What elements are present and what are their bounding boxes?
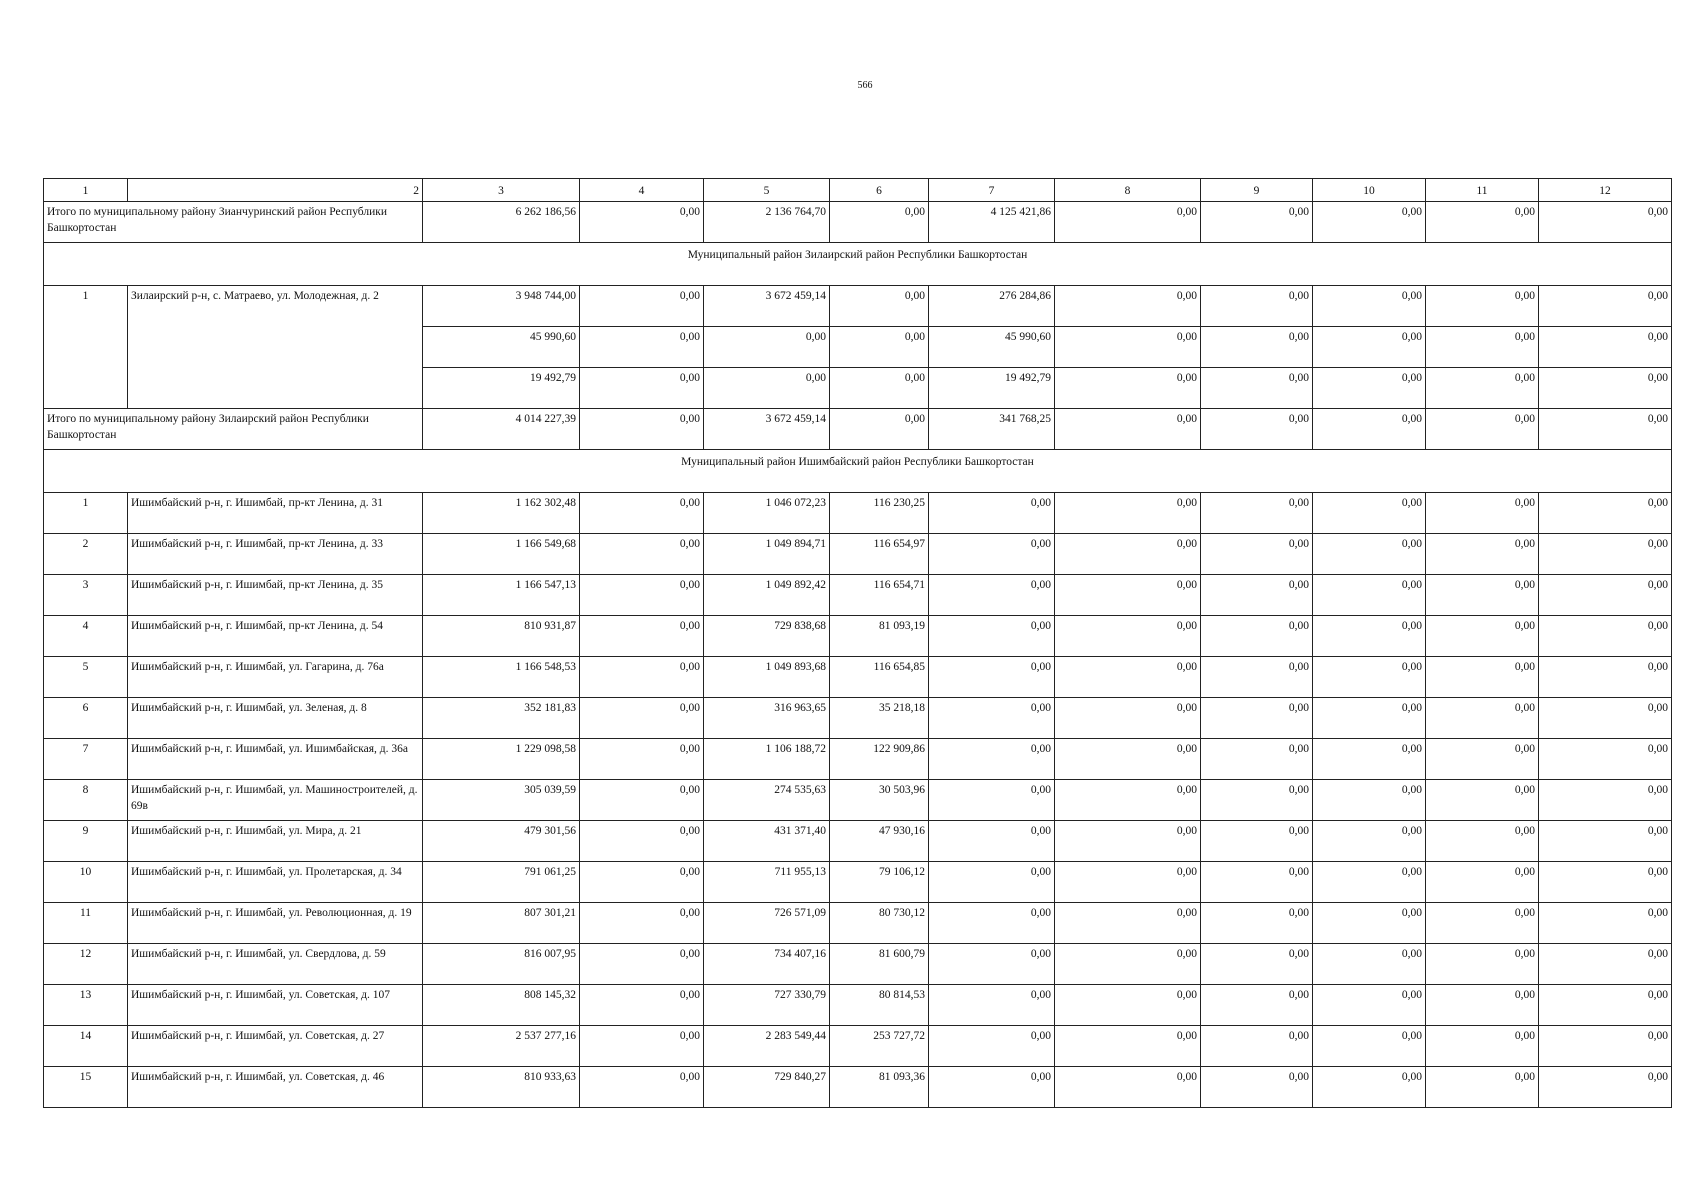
section-title: Муниципальный район Ишимбайский район Республики Башкортостан xyxy=(44,450,1672,493)
value-cell: 0,00 xyxy=(1313,821,1426,862)
value-cell: 3 948 744,00 xyxy=(423,286,580,327)
value-cell: 0,00 xyxy=(1201,780,1313,821)
value-cell: 0,00 xyxy=(1201,657,1313,698)
value-cell: 0,00 xyxy=(929,534,1055,575)
row-index: 2 xyxy=(44,534,128,575)
value-cell: 0,00 xyxy=(1313,493,1426,534)
value-cell: 3 672 459,14 xyxy=(704,286,830,327)
value-cell: 0,00 xyxy=(1426,780,1539,821)
value-cell: 0,00 xyxy=(1313,985,1426,1026)
value-cell: 0,00 xyxy=(1201,327,1313,368)
row-index: 1 xyxy=(44,493,128,534)
row-index: 10 xyxy=(44,862,128,903)
row-address: Ишимбайский р-н, г. Ишимбай, пр-кт Ленина, д. 35 xyxy=(128,575,423,616)
value-cell: 116 654,71 xyxy=(830,575,929,616)
value-cell: 0,00 xyxy=(580,534,704,575)
value-cell: 0,00 xyxy=(1313,1067,1426,1108)
value-cell: 0,00 xyxy=(1201,368,1313,409)
value-cell: 0,00 xyxy=(1426,534,1539,575)
value-cell: 30 503,96 xyxy=(830,780,929,821)
value-cell: 0,00 xyxy=(929,575,1055,616)
value-cell: 0,00 xyxy=(1313,862,1426,903)
column-header: 2 xyxy=(128,179,423,202)
page-number: 566 xyxy=(857,80,873,91)
column-header: 5 xyxy=(704,179,830,202)
value-cell: 1 166 548,53 xyxy=(423,657,580,698)
value-cell: 0,00 xyxy=(929,616,1055,657)
value-cell: 0,00 xyxy=(1055,821,1201,862)
value-cell: 0,00 xyxy=(929,698,1055,739)
value-cell: 0,00 xyxy=(1539,903,1672,944)
table-row xyxy=(44,903,1672,944)
value-cell: 0,00 xyxy=(704,368,830,409)
value-cell: 1 106 188,72 xyxy=(704,739,830,780)
value-cell: 0,00 xyxy=(1426,327,1539,368)
value-cell: 0,00 xyxy=(1201,944,1313,985)
value-cell: 0,00 xyxy=(830,368,929,409)
row-address: Ишимбайский р-н, г. Ишимбай, ул. Мира, д. 21 xyxy=(128,821,423,862)
table-row xyxy=(44,780,1672,821)
section-title-row xyxy=(44,243,1672,286)
value-cell: 1 049 892,42 xyxy=(704,575,830,616)
value-cell: 0,00 xyxy=(1055,616,1201,657)
value-cell: 0,00 xyxy=(704,327,830,368)
table-row xyxy=(44,821,1672,862)
row-index: 1 xyxy=(44,286,128,409)
value-cell: 479 301,56 xyxy=(423,821,580,862)
value-cell: 0,00 xyxy=(1539,616,1672,657)
value-cell: 0,00 xyxy=(1426,286,1539,327)
value-cell: 727 330,79 xyxy=(704,985,830,1026)
value-cell: 0,00 xyxy=(1313,739,1426,780)
value-cell: 0,00 xyxy=(1055,575,1201,616)
value-cell: 0,00 xyxy=(1426,944,1539,985)
value-cell: 0,00 xyxy=(1055,368,1201,409)
value-cell: 80 814,53 xyxy=(830,985,929,1026)
value-cell: 6 262 186,56 xyxy=(423,202,580,243)
value-cell: 0,00 xyxy=(830,286,929,327)
value-cell: 0,00 xyxy=(929,985,1055,1026)
value-cell: 0,00 xyxy=(580,985,704,1026)
value-cell: 0,00 xyxy=(929,821,1055,862)
value-cell: 0,00 xyxy=(1539,534,1672,575)
value-cell: 0,00 xyxy=(1201,821,1313,862)
value-cell: 0,00 xyxy=(580,821,704,862)
value-cell: 0,00 xyxy=(1201,616,1313,657)
value-cell: 0,00 xyxy=(1426,903,1539,944)
value-cell: 0,00 xyxy=(830,409,929,450)
value-cell: 0,00 xyxy=(1313,944,1426,985)
value-cell: 1 046 072,23 xyxy=(704,493,830,534)
value-cell: 0,00 xyxy=(1201,698,1313,739)
value-cell: 0,00 xyxy=(929,780,1055,821)
total-label: Итого по муниципальному району Зилаирский район Республики Башкортостан xyxy=(44,409,423,450)
value-cell: 4 125 421,86 xyxy=(929,202,1055,243)
column-header: 11 xyxy=(1426,179,1539,202)
value-cell: 0,00 xyxy=(929,862,1055,903)
value-cell: 0,00 xyxy=(580,739,704,780)
row-address: Зилаирский р-н, с. Матраево, ул. Молодежная, д. 2 xyxy=(128,286,423,409)
value-cell: 0,00 xyxy=(929,739,1055,780)
value-cell: 0,00 xyxy=(1426,616,1539,657)
value-cell: 0,00 xyxy=(1539,327,1672,368)
value-cell: 431 371,40 xyxy=(704,821,830,862)
value-cell: 0,00 xyxy=(580,286,704,327)
row-address: Ишимбайский р-н, г. Ишимбай, пр-кт Ленина, д. 54 xyxy=(128,616,423,657)
column-header: 9 xyxy=(1201,179,1313,202)
value-cell: 0,00 xyxy=(1426,698,1539,739)
value-cell: 0,00 xyxy=(1055,657,1201,698)
column-header: 7 xyxy=(929,179,1055,202)
row-address: Ишимбайский р-н, г. Ишимбай, ул. Ишимбайская, д. 36а xyxy=(128,739,423,780)
table-row xyxy=(44,575,1672,616)
row-address: Ишимбайский р-н, г. Ишимбай, ул. Зеленая, д. 8 xyxy=(128,698,423,739)
row-address: Ишимбайский р-н, г. Ишимбай, ул. Советская, д. 107 xyxy=(128,985,423,1026)
row-address: Ишимбайский р-н, г. Ишимбай, пр-кт Ленина, д. 33 xyxy=(128,534,423,575)
table-row xyxy=(44,1067,1672,1108)
value-cell: 0,00 xyxy=(1313,286,1426,327)
value-cell: 0,00 xyxy=(1055,862,1201,903)
value-cell: 734 407,16 xyxy=(704,944,830,985)
value-cell: 122 909,86 xyxy=(830,739,929,780)
value-cell: 0,00 xyxy=(830,327,929,368)
value-cell: 0,00 xyxy=(1313,202,1426,243)
column-header: 3 xyxy=(423,179,580,202)
value-cell: 0,00 xyxy=(1426,657,1539,698)
value-cell: 0,00 xyxy=(580,657,704,698)
value-cell: 341 768,25 xyxy=(929,409,1055,450)
value-cell: 0,00 xyxy=(1313,780,1426,821)
value-cell: 0,00 xyxy=(1539,409,1672,450)
value-cell: 810 931,87 xyxy=(423,616,580,657)
value-cell: 4 014 227,39 xyxy=(423,409,580,450)
value-cell: 0,00 xyxy=(1426,409,1539,450)
row-index: 8 xyxy=(44,780,128,821)
value-cell: 0,00 xyxy=(1201,739,1313,780)
value-cell: 0,00 xyxy=(1201,1026,1313,1067)
row-address: Ишимбайский р-н, г. Ишимбай, ул. Свердлова, д. 59 xyxy=(128,944,423,985)
value-cell: 0,00 xyxy=(580,616,704,657)
value-cell: 729 840,27 xyxy=(704,1067,830,1108)
row-index: 12 xyxy=(44,944,128,985)
value-cell: 79 106,12 xyxy=(830,862,929,903)
value-cell: 0,00 xyxy=(1539,657,1672,698)
value-cell: 0,00 xyxy=(929,1026,1055,1067)
total-label: Итого по муниципальному району Зианчуринский район Республики Башкортостан xyxy=(44,202,423,243)
value-cell: 0,00 xyxy=(1055,534,1201,575)
value-cell: 0,00 xyxy=(580,409,704,450)
value-cell: 81 093,19 xyxy=(830,616,929,657)
row-index: 4 xyxy=(44,616,128,657)
row-address: Ишимбайский р-н, г. Ишимбай, ул. Машиностроителей, д. 69в xyxy=(128,780,423,821)
value-cell: 0,00 xyxy=(1539,368,1672,409)
column-header: 10 xyxy=(1313,179,1426,202)
section-title: Муниципальный район Зилаирский район Республики Башкортостан xyxy=(44,243,1672,286)
value-cell: 0,00 xyxy=(1426,368,1539,409)
value-cell: 711 955,13 xyxy=(704,862,830,903)
value-cell: 2 283 549,44 xyxy=(704,1026,830,1067)
value-cell: 0,00 xyxy=(580,698,704,739)
value-cell: 0,00 xyxy=(1313,1026,1426,1067)
value-cell: 19 492,79 xyxy=(423,368,580,409)
value-cell: 0,00 xyxy=(1539,780,1672,821)
value-cell: 0,00 xyxy=(1201,985,1313,1026)
value-cell: 0,00 xyxy=(1055,780,1201,821)
total-row xyxy=(44,202,1672,243)
value-cell: 0,00 xyxy=(1055,739,1201,780)
value-cell: 729 838,68 xyxy=(704,616,830,657)
value-cell: 116 654,85 xyxy=(830,657,929,698)
value-cell: 0,00 xyxy=(1539,1026,1672,1067)
value-cell: 0,00 xyxy=(1201,493,1313,534)
value-cell: 0,00 xyxy=(580,1026,704,1067)
value-cell: 2 136 764,70 xyxy=(704,202,830,243)
value-cell: 0,00 xyxy=(929,1067,1055,1108)
value-cell: 0,00 xyxy=(580,368,704,409)
value-cell: 0,00 xyxy=(1539,493,1672,534)
value-cell: 316 963,65 xyxy=(704,698,830,739)
row-index: 3 xyxy=(44,575,128,616)
row-index: 11 xyxy=(44,903,128,944)
value-cell: 0,00 xyxy=(1539,862,1672,903)
row-index: 7 xyxy=(44,739,128,780)
value-cell: 2 537 277,16 xyxy=(423,1026,580,1067)
value-cell: 3 672 459,14 xyxy=(704,409,830,450)
row-address: Ишимбайский р-н, г. Ишимбай, ул. Гагарина, д. 76а xyxy=(128,657,423,698)
value-cell: 1 166 547,13 xyxy=(423,575,580,616)
value-cell: 0,00 xyxy=(1539,202,1672,243)
value-cell: 0,00 xyxy=(929,657,1055,698)
table-row xyxy=(44,944,1672,985)
value-cell: 0,00 xyxy=(830,202,929,243)
value-cell: 0,00 xyxy=(1201,286,1313,327)
value-cell: 0,00 xyxy=(1055,202,1201,243)
row-index: 6 xyxy=(44,698,128,739)
table-row xyxy=(44,698,1672,739)
value-cell: 0,00 xyxy=(1055,1067,1201,1108)
table-row xyxy=(44,534,1672,575)
value-cell: 0,00 xyxy=(1201,862,1313,903)
value-cell: 0,00 xyxy=(580,780,704,821)
value-cell: 0,00 xyxy=(1539,575,1672,616)
value-cell: 0,00 xyxy=(1426,1067,1539,1108)
row-index: 5 xyxy=(44,657,128,698)
row-index: 13 xyxy=(44,985,128,1026)
table-row xyxy=(44,862,1672,903)
value-cell: 0,00 xyxy=(1539,739,1672,780)
value-cell: 0,00 xyxy=(1313,368,1426,409)
value-cell: 0,00 xyxy=(580,202,704,243)
value-cell: 0,00 xyxy=(1201,903,1313,944)
value-cell: 0,00 xyxy=(1313,575,1426,616)
value-cell: 0,00 xyxy=(1055,286,1201,327)
value-cell: 1 229 098,58 xyxy=(423,739,580,780)
value-cell: 45 990,60 xyxy=(423,327,580,368)
value-cell: 0,00 xyxy=(1313,409,1426,450)
value-cell: 0,00 xyxy=(580,1067,704,1108)
value-cell: 1 166 549,68 xyxy=(423,534,580,575)
value-cell: 0,00 xyxy=(1539,985,1672,1026)
row-address: Ишимбайский р-н, г. Ишимбай, пр-кт Ленина, д. 31 xyxy=(128,493,423,534)
value-cell: 0,00 xyxy=(929,903,1055,944)
data-table xyxy=(43,178,1672,1108)
value-cell: 0,00 xyxy=(580,493,704,534)
column-header: 6 xyxy=(830,179,929,202)
value-cell: 0,00 xyxy=(1201,534,1313,575)
value-cell: 253 727,72 xyxy=(830,1026,929,1067)
header-row xyxy=(44,179,1672,202)
value-cell: 0,00 xyxy=(1313,903,1426,944)
value-cell: 0,00 xyxy=(580,862,704,903)
column-header: 4 xyxy=(580,179,704,202)
value-cell: 0,00 xyxy=(1426,575,1539,616)
section-title-row xyxy=(44,450,1672,493)
value-cell: 726 571,09 xyxy=(704,903,830,944)
value-cell: 1 049 893,68 xyxy=(704,657,830,698)
value-cell: 0,00 xyxy=(1055,409,1201,450)
value-cell: 1 049 894,71 xyxy=(704,534,830,575)
value-cell: 0,00 xyxy=(1539,821,1672,862)
column-header: 1 xyxy=(44,179,128,202)
row-address: Ишимбайский р-н, г. Ишимбай, ул. Революционная, д. 19 xyxy=(128,903,423,944)
value-cell: 816 007,95 xyxy=(423,944,580,985)
value-cell: 81 600,79 xyxy=(830,944,929,985)
column-header: 8 xyxy=(1055,179,1201,202)
value-cell: 0,00 xyxy=(1313,657,1426,698)
value-cell: 0,00 xyxy=(1426,493,1539,534)
value-cell: 0,00 xyxy=(1055,327,1201,368)
value-cell: 810 933,63 xyxy=(423,1067,580,1108)
row-address: Ишимбайский р-н, г. Ишимбай, ул. Пролетарская, д. 34 xyxy=(128,862,423,903)
value-cell: 1 162 302,48 xyxy=(423,493,580,534)
value-cell: 116 654,97 xyxy=(830,534,929,575)
value-cell: 0,00 xyxy=(580,575,704,616)
value-cell: 0,00 xyxy=(580,903,704,944)
value-cell: 0,00 xyxy=(580,327,704,368)
value-cell: 0,00 xyxy=(1539,1067,1672,1108)
table-row xyxy=(44,286,1672,327)
value-cell: 0,00 xyxy=(1313,534,1426,575)
column-header: 12 xyxy=(1539,179,1672,202)
value-cell: 0,00 xyxy=(1055,1026,1201,1067)
value-cell: 0,00 xyxy=(1539,286,1672,327)
value-cell: 0,00 xyxy=(1055,903,1201,944)
table-row xyxy=(44,493,1672,534)
value-cell: 0,00 xyxy=(1426,202,1539,243)
value-cell: 0,00 xyxy=(1055,493,1201,534)
value-cell: 0,00 xyxy=(1055,944,1201,985)
table-row xyxy=(44,1026,1672,1067)
total-row xyxy=(44,409,1672,450)
value-cell: 807 301,21 xyxy=(423,903,580,944)
value-cell: 0,00 xyxy=(580,944,704,985)
row-address: Ишимбайский р-н, г. Ишимбай, ул. Советская, д. 27 xyxy=(128,1026,423,1067)
value-cell: 305 039,59 xyxy=(423,780,580,821)
row-index: 9 xyxy=(44,821,128,862)
value-cell: 0,00 xyxy=(1426,821,1539,862)
table-row xyxy=(44,985,1672,1026)
table-row xyxy=(44,739,1672,780)
value-cell: 0,00 xyxy=(1313,616,1426,657)
value-cell: 81 093,36 xyxy=(830,1067,929,1108)
value-cell: 276 284,86 xyxy=(929,286,1055,327)
value-cell: 0,00 xyxy=(1201,409,1313,450)
value-cell: 0,00 xyxy=(1055,985,1201,1026)
value-cell: 352 181,83 xyxy=(423,698,580,739)
value-cell: 0,00 xyxy=(929,493,1055,534)
value-cell: 0,00 xyxy=(1313,698,1426,739)
value-cell: 808 145,32 xyxy=(423,985,580,1026)
row-address: Ишимбайский р-н, г. Ишимбай, ул. Советская, д. 46 xyxy=(128,1067,423,1108)
value-cell: 45 990,60 xyxy=(929,327,1055,368)
value-cell: 0,00 xyxy=(1426,739,1539,780)
value-cell: 0,00 xyxy=(1055,698,1201,739)
value-cell: 116 230,25 xyxy=(830,493,929,534)
value-cell: 0,00 xyxy=(929,944,1055,985)
value-cell: 0,00 xyxy=(1426,862,1539,903)
value-cell: 80 730,12 xyxy=(830,903,929,944)
row-index: 15 xyxy=(44,1067,128,1108)
value-cell: 0,00 xyxy=(1313,327,1426,368)
value-cell: 274 535,63 xyxy=(704,780,830,821)
row-index: 14 xyxy=(44,1026,128,1067)
value-cell: 19 492,79 xyxy=(929,368,1055,409)
value-cell: 0,00 xyxy=(1201,202,1313,243)
value-cell: 0,00 xyxy=(1539,698,1672,739)
value-cell: 0,00 xyxy=(1201,1067,1313,1108)
value-cell: 47 930,16 xyxy=(830,821,929,862)
value-cell: 0,00 xyxy=(1539,944,1672,985)
value-cell: 791 061,25 xyxy=(423,862,580,903)
value-cell: 0,00 xyxy=(1426,1026,1539,1067)
value-cell: 0,00 xyxy=(1426,985,1539,1026)
table-row xyxy=(44,616,1672,657)
table-row xyxy=(44,657,1672,698)
value-cell: 0,00 xyxy=(1201,575,1313,616)
value-cell: 35 218,18 xyxy=(830,698,929,739)
